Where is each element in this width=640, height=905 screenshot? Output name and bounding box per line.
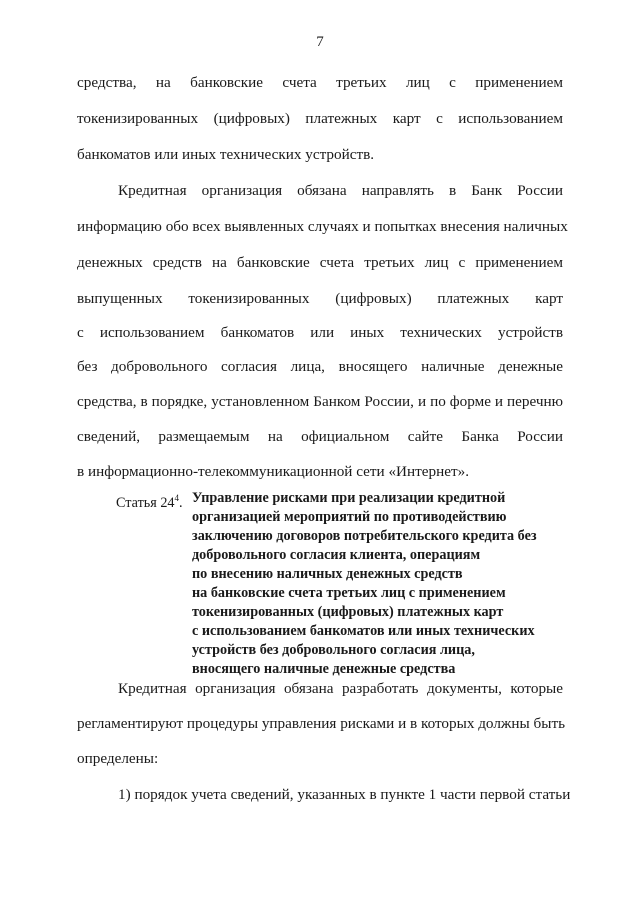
- text-line: регламентируют процедуры управления рисками и в которых должны быть: [77, 715, 566, 732]
- article-label-text: Статья 24: [116, 495, 175, 511]
- text-line: денежных средств на банковские счета третьих лиц с применением: [77, 254, 563, 271]
- article-title-line: по внесению наличных денежных средств: [192, 566, 463, 582]
- article-label: [116, 489, 183, 513]
- article-title-line: вносящего наличные денежные средства: [192, 661, 456, 677]
- article-title-line: с использованием банкоматов или иных технических: [192, 623, 535, 639]
- article-title-line: устройств без добровольного согласия лица,: [192, 642, 475, 658]
- text-line: информацию обо всех выявленных случаях и попытках внесения наличных: [77, 218, 568, 235]
- text-line: средства, на банковские счета третьих лиц с применением: [77, 74, 563, 91]
- article-title-line: добровольного согласия клиента, операциям: [192, 547, 481, 563]
- article-label-superscript: 4: [174, 493, 180, 503]
- article-title-line: токенизированных (цифровых) платежных карт: [192, 604, 504, 620]
- article-title-line: заключению договоров потребительского кредита без: [192, 528, 537, 544]
- text-line: токенизированных (цифровых) платежных карт с использованием: [77, 110, 563, 127]
- text-line: банкоматов или иных технических устройств.: [77, 146, 375, 163]
- article-title: [192, 489, 572, 679]
- text-line: Кредитная организация обязана направлять в Банк России: [118, 182, 563, 199]
- text-line: без добровольного согласия лица, вносящего наличные денежные: [77, 358, 563, 375]
- text-line: средства, в порядке, установленном Банком России, и по форме и перечню: [77, 393, 563, 410]
- article-title-line: на банковские счета третьих лиц с применением: [192, 585, 506, 601]
- text-line: сведений, размещаемым на официальном сайте Банка России: [77, 428, 563, 445]
- text-line: 1) порядок учета сведений, указанных в пункте 1 части первой статьи: [118, 786, 571, 803]
- page-number: 7: [316, 34, 324, 50]
- text-line: выпущенных токенизированных (цифровых) платежных карт: [77, 290, 563, 307]
- text-line: Кредитная организация обязана разработать документы, которые: [118, 680, 563, 697]
- text-line: с использованием банкоматов или иных технических устройств: [77, 324, 563, 341]
- article-label-suffix: .: [179, 495, 183, 511]
- text-line: определены:: [77, 750, 159, 767]
- article-title-line: Управление рисками при реализации кредитной: [192, 490, 506, 506]
- text-line: в информационно-телекоммуникационной сети «Интернет».: [77, 463, 470, 480]
- article-title-line: организацией мероприятий по противодействию: [192, 509, 507, 525]
